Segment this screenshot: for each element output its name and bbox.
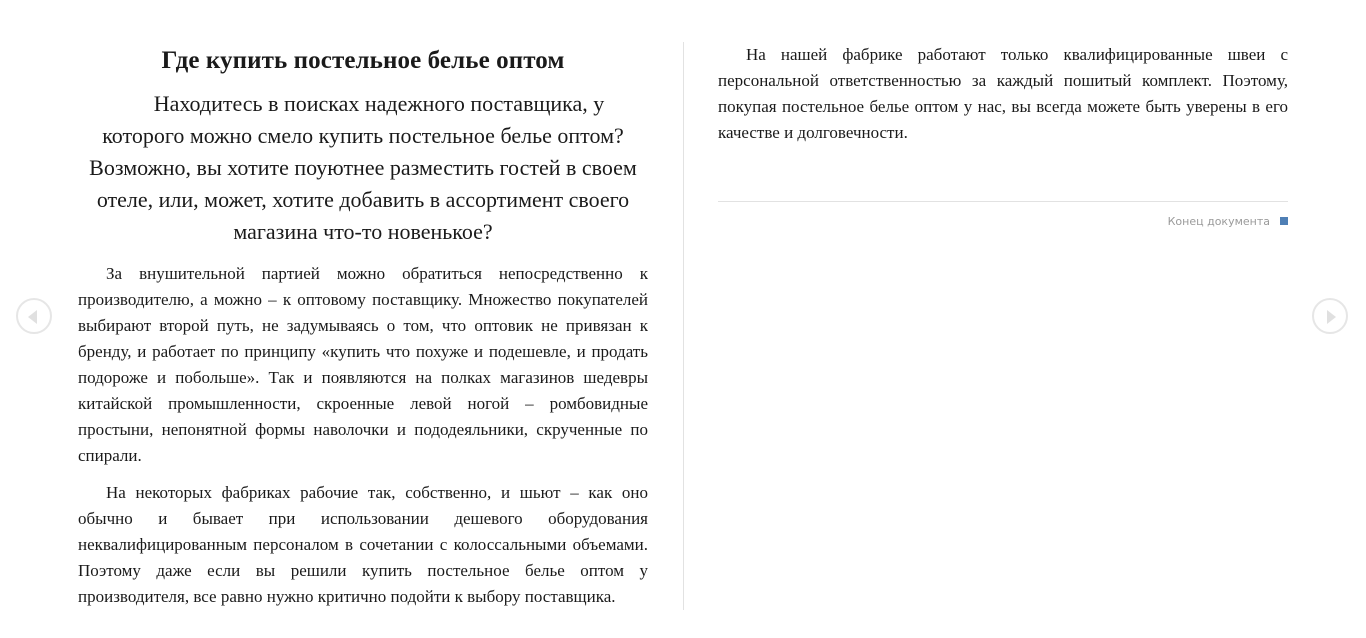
- end-of-document-label: Конец документа: [1167, 215, 1270, 228]
- end-square-icon: [1280, 217, 1288, 225]
- triangle-right-icon: [1327, 310, 1336, 324]
- body-paragraph: За внушительной партией можно обратиться непосредственно к производителю, а можно – к оптовому поставщику. Множество покупателей выбирают второй путь, не задумываясь о том, что оптовик не привязан к бренду, и работает по принципу «купить что похуже и подешевле, и продать подороже и побольше». Так и появляются на полках магазинов шедевры китайской промышленности, скроенные левой ногой – ромбовидные простыни, непонятной формы наволочки и пододеяльники, скрученные по спирали.: [78, 264, 648, 465]
- previous-page-button[interactable]: [16, 298, 52, 334]
- body-paragraph: На нашей фабрике работают только квалифицированные швеи с персональной ответственностью за каждый пошитый комплект. Поэтому, покупая постельное белье оптом у нас, вы всегда можете быть уверены в его качестве и долговечности.: [718, 45, 1288, 142]
- left-page: [78, 42, 648, 610]
- end-of-document-marker: [718, 215, 1288, 229]
- page-divider: [683, 42, 684, 610]
- page-title: Где купить постельное белье оптом: [161, 47, 565, 74]
- lead-paragraph: Находитесь в поисках надежного поставщика, у которого можно смело купить постельное белье оптом? Возможно, вы хотите поуютнее разместить гостей в своем отеле, или, может, хотите добавить в ассортимент своего магазина что-то новенькое?: [89, 91, 637, 244]
- end-divider: [718, 201, 1288, 202]
- triangle-left-icon: [28, 310, 37, 324]
- next-page-button[interactable]: [1312, 298, 1348, 334]
- right-page: [718, 42, 1288, 229]
- body-paragraph: На некоторых фабриках рабочие так, собственно, и шьют – как оно обычно и бывает при использовании дешевого оборудования неквалифицированным персоналом в сочетании с колоссальными объемами. Поэтому даже если вы решили купить постельное белье оптом у производителя, все равно нужно критично подойти к выбору поставщика.: [78, 483, 648, 606]
